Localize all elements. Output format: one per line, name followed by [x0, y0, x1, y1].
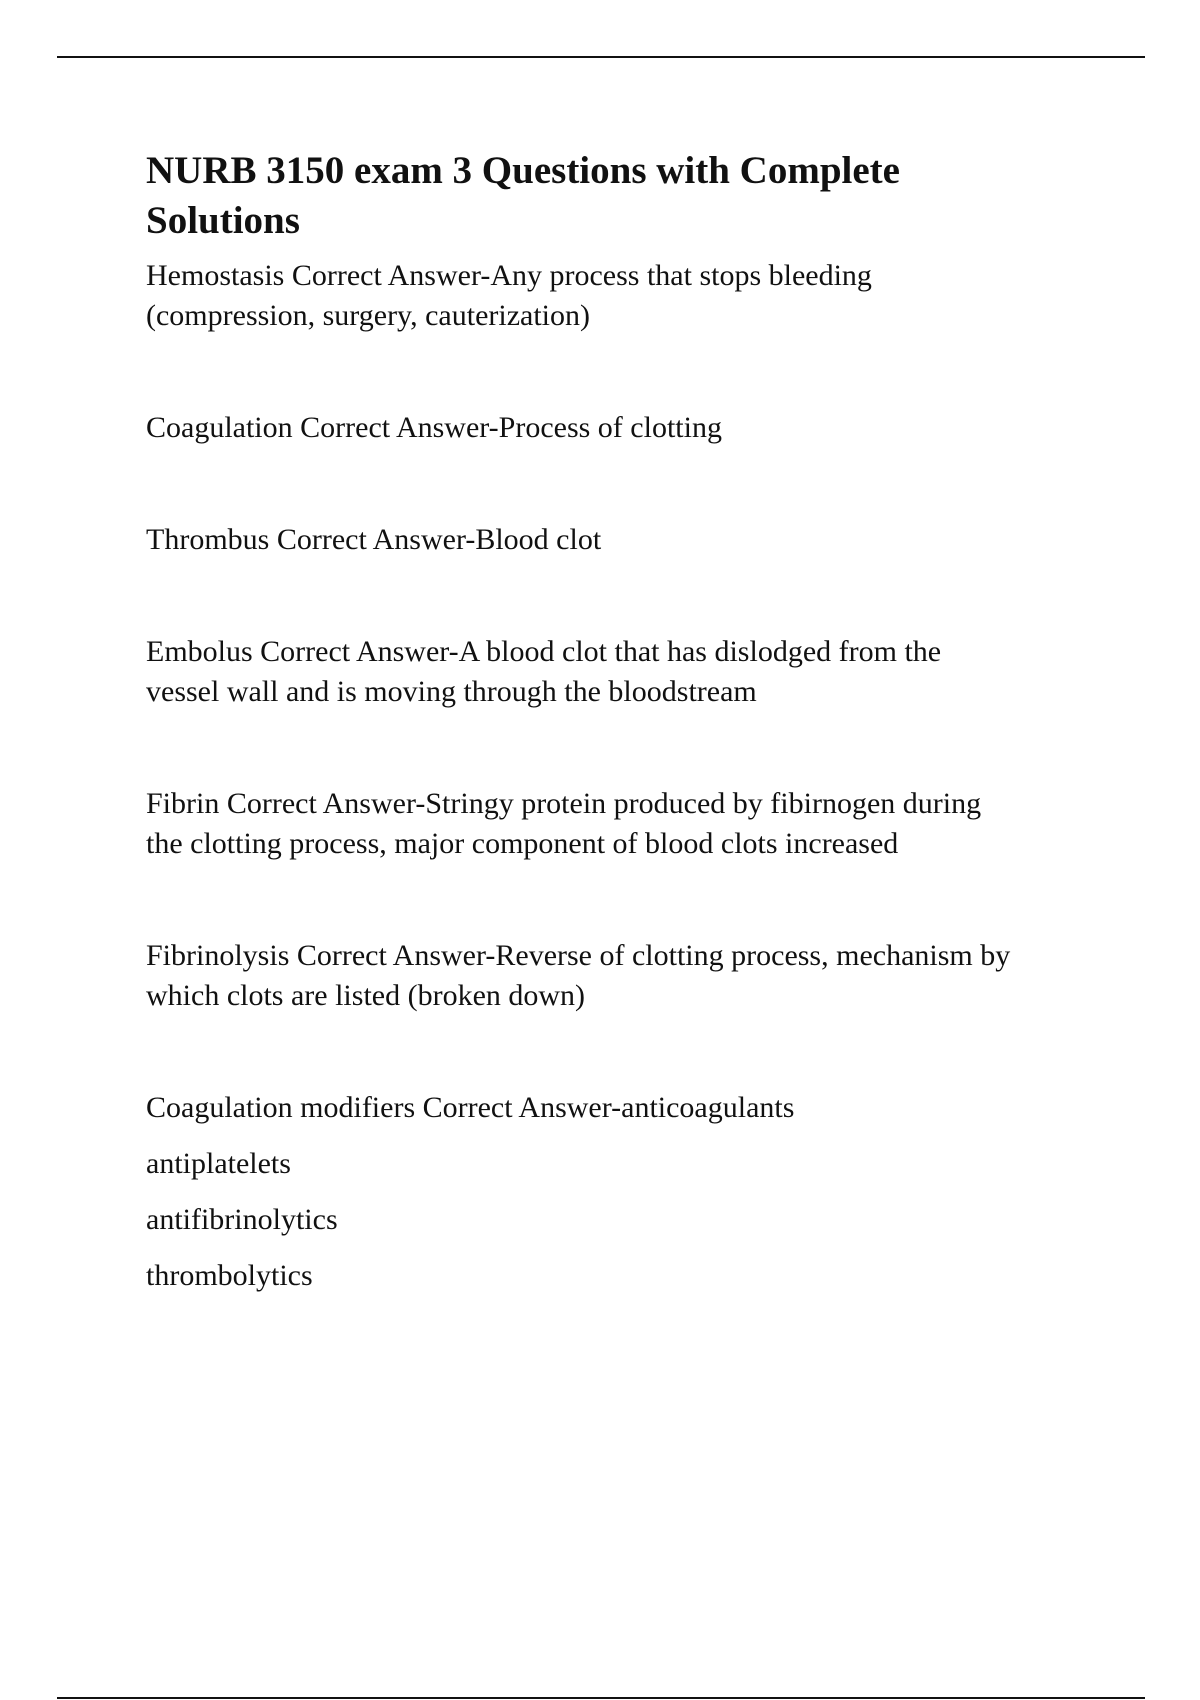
- qa-entry-coagulation: [146, 408, 1106, 448]
- qa-line: Coagulation Correct Answer-Process of clotting: [146, 411, 722, 444]
- qa-line: Thrombus Correct Answer-Blood clot: [146, 523, 602, 556]
- document-title: NURB 3150 exam 3 Questions with Complete Solutions: [146, 149, 900, 242]
- qa-entry-embolus: [146, 632, 1106, 712]
- qa-entry-thrombus: [146, 520, 1106, 560]
- qa-line: the clotting process, major component of blood clots increased: [146, 827, 899, 860]
- qa-line: Embolus Correct Answer-A blood clot that has dislodged from the: [146, 635, 942, 668]
- qa-extra-line: thrombolytics: [146, 1259, 313, 1292]
- qa-line: Hemostasis Correct Answer-Any process that stops bleeding: [146, 259, 872, 292]
- qa-line: Coagulation modifiers Correct Answer-anticoagulants: [146, 1091, 795, 1124]
- top-rule: [57, 56, 1145, 58]
- qa-line: Fibrinolysis Correct Answer-Reverse of clotting process, mechanism by: [146, 939, 1011, 972]
- qa-line: vessel wall and is moving through the bloodstream: [146, 675, 757, 708]
- qa-entry-fibrin: [146, 784, 1106, 864]
- qa-line: which clots are listed (broken down): [146, 979, 586, 1012]
- qa-entry-coagulation-modifiers: [146, 1088, 1106, 1296]
- qa-entry-fibrinolysis: [146, 936, 1106, 1016]
- qa-list: [146, 256, 1106, 1296]
- bottom-rule: [57, 1697, 1145, 1699]
- qa-extra-line: antiplatelets: [146, 1147, 291, 1180]
- qa-line: Fibrin Correct Answer-Stringy protein produced by fibirnogen during: [146, 787, 982, 820]
- qa-entry-hemostasis: [146, 256, 1106, 336]
- qa-line: (compression, surgery, cauterization): [146, 299, 591, 332]
- qa-extra-line: antifibrinolytics: [146, 1203, 338, 1236]
- document-body: [146, 146, 1106, 1296]
